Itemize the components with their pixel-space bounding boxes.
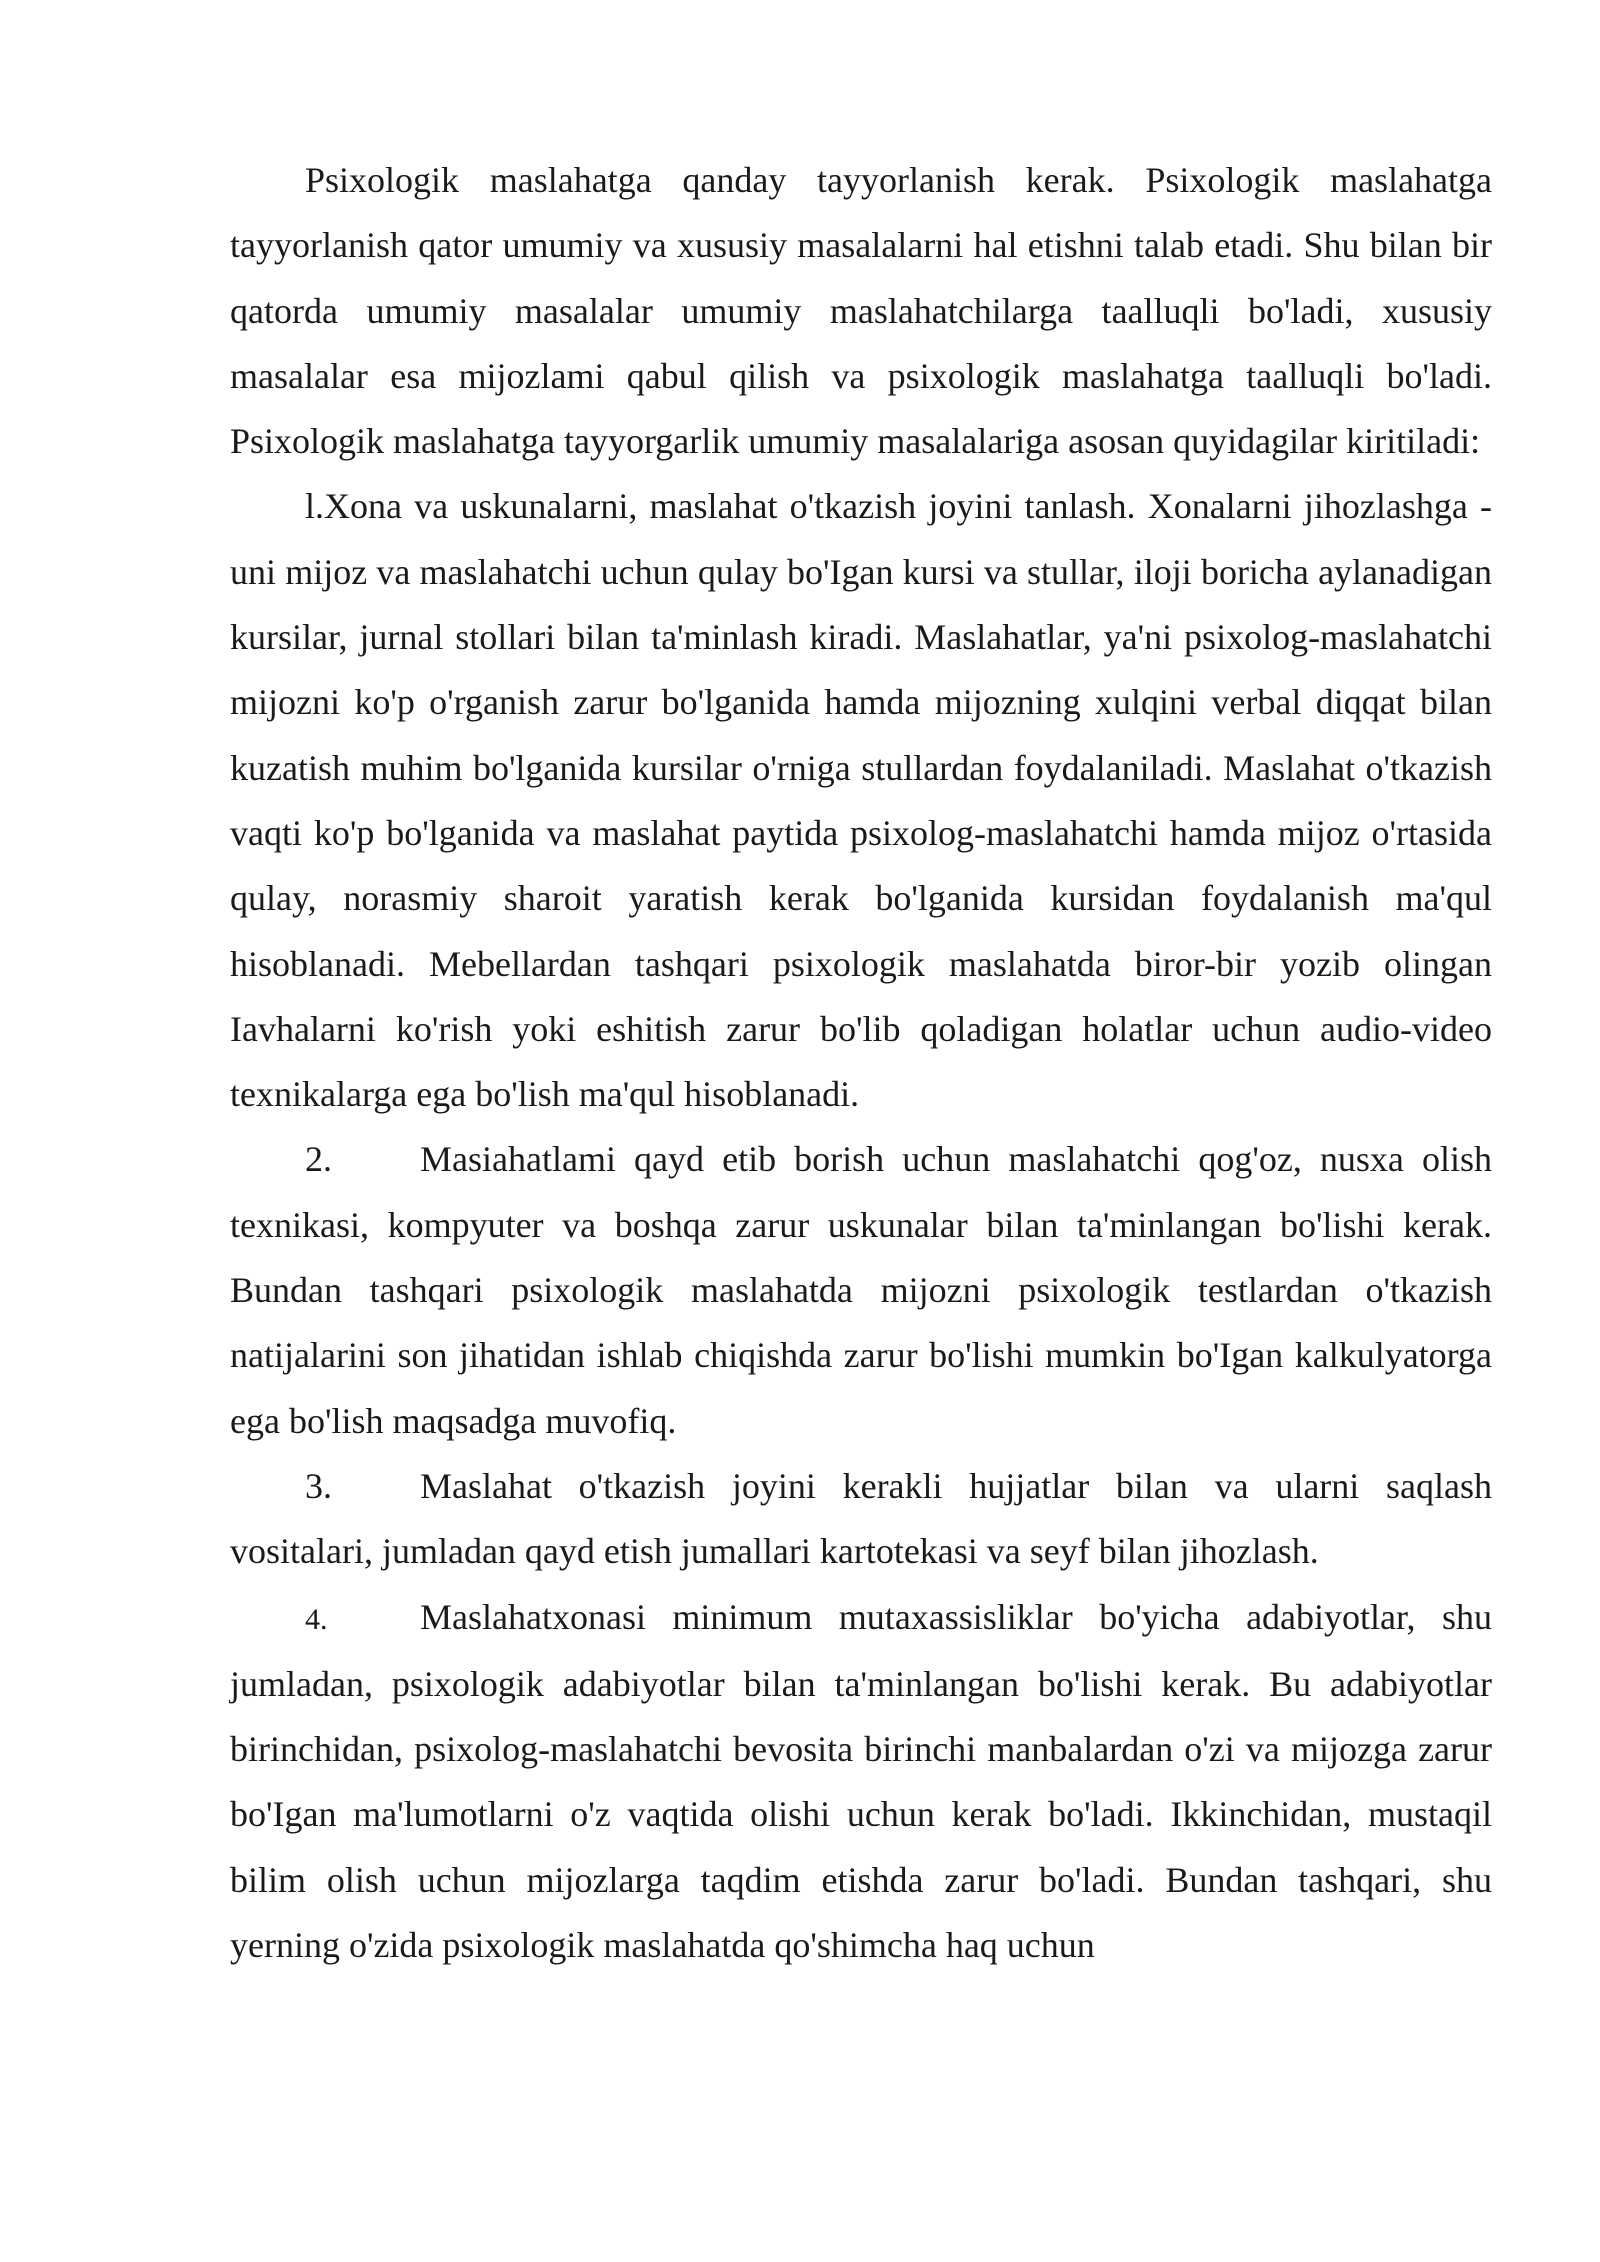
item-text: Maslahat o'tkazish joyini kerakli hujjatlar bilan va ularni saqlash vositalari, jumladan qayd etish jumallari kartotekasi va seyf bilan jihozlash. bbox=[230, 1465, 1492, 1572]
item-text: Masiahatlami qayd etib borish uchun maslahatchi qog'oz, nusxa olish texnikasi, kompyuter va boshqa zarur uskunalar bilan ta'minlangan bo'lishi kerak. Bundan tashqari psixologik maslahatda mijozni psixologik testlardan o'tkazish natijalarini son jihatidan ishlab chiqishda zarur bo'lishi mumkin bo'Igan kalkulyatorga ega bo'lish maqsadga muvofiq. bbox=[230, 1139, 1492, 1441]
item-number: 2. bbox=[305, 1139, 332, 1180]
item-4-paragraph bbox=[230, 1585, 1492, 1979]
item-2-paragraph bbox=[230, 1127, 1492, 1453]
intro-paragraph: Psixologik maslahatga qanday tayyorlanish kerak. Psixologik maslahatga tayyorlanish qator umumiy va xususiy masalalarni hal etishni talab etadi. Shu bilan bir qatorda umumiy masalalar umumiy maslahatchilarga taalluqli bo'ladi, xususiy masalalar esa mijozlami qabul qilish va psixologik maslahatga taalluqli bo'ladi. Psixologik maslahatga tayyorgarlik umumiy masalalariga asosan quyidagilar kiritiladi: bbox=[230, 160, 1492, 462]
item-number: 3. bbox=[305, 1465, 332, 1506]
item-1-paragraph: l.Xona va uskunalarni, maslahat o'tkazish joyini tanlash. Xonalarni jihozlashga - uni mijoz va maslahatchi uchun qulay bo'Igan kursi va stullar, iloji boricha aylanadigan kursilar, jurnal stollari bilan ta'minlash kiradi. Maslahatlar, ya'ni psixolog-maslahatchi mijozni ko'p o'rganish zarur bo'lganida hamda mijozning xulqini verbal diqqat bilan kuzatish muhim bo'lganida kursilar o'rniga stullardan foydalaniladi. Maslahat o'tkazish vaqti ko'p bo'lganida va maslahat paytida psixolog-maslahatchi hamda mijoz o'rtasida qulay, norasmiy sharoit yaratish kerak bo'lganida kursidan foydalanish ma'qul hisoblanadi. Mebellardan tashqari psixologik maslahatda biror-bir yozib olingan Iavhalarni ko'rish yoki eshitish zarur bo'lib qoladigan holatlar uchun audio-video texnikalarga ega bo'lish ma'qul hisoblanadi. bbox=[230, 486, 1492, 1115]
document-body bbox=[230, 148, 1492, 1978]
item-number: 4. bbox=[305, 1602, 328, 1636]
item-3-paragraph bbox=[230, 1454, 1492, 1585]
item-text: Maslahatxonasi minimum mutaxassisliklar bo'yicha adabiyotlar, shu jumladan, psixologik adabiyotlar bilan ta'minlangan bo'lishi kerak. Bu adabiyotlar birinchidan, psixolog-maslahatchi bevosita birinchi manbalardan o'zi va mijozga zarur bo'Igan ma'lumotlarni o'z vaqtida olishi uchun kerak bo'ladi. Ikkinchidan, mustaqil bilim olish uchun mijozlarga taqdim etishda zarur bo'ladi. Bundan tashqari, shu yerning o'zida psixologik maslahatda qo'shimcha haq uchun bbox=[230, 1596, 1492, 1966]
